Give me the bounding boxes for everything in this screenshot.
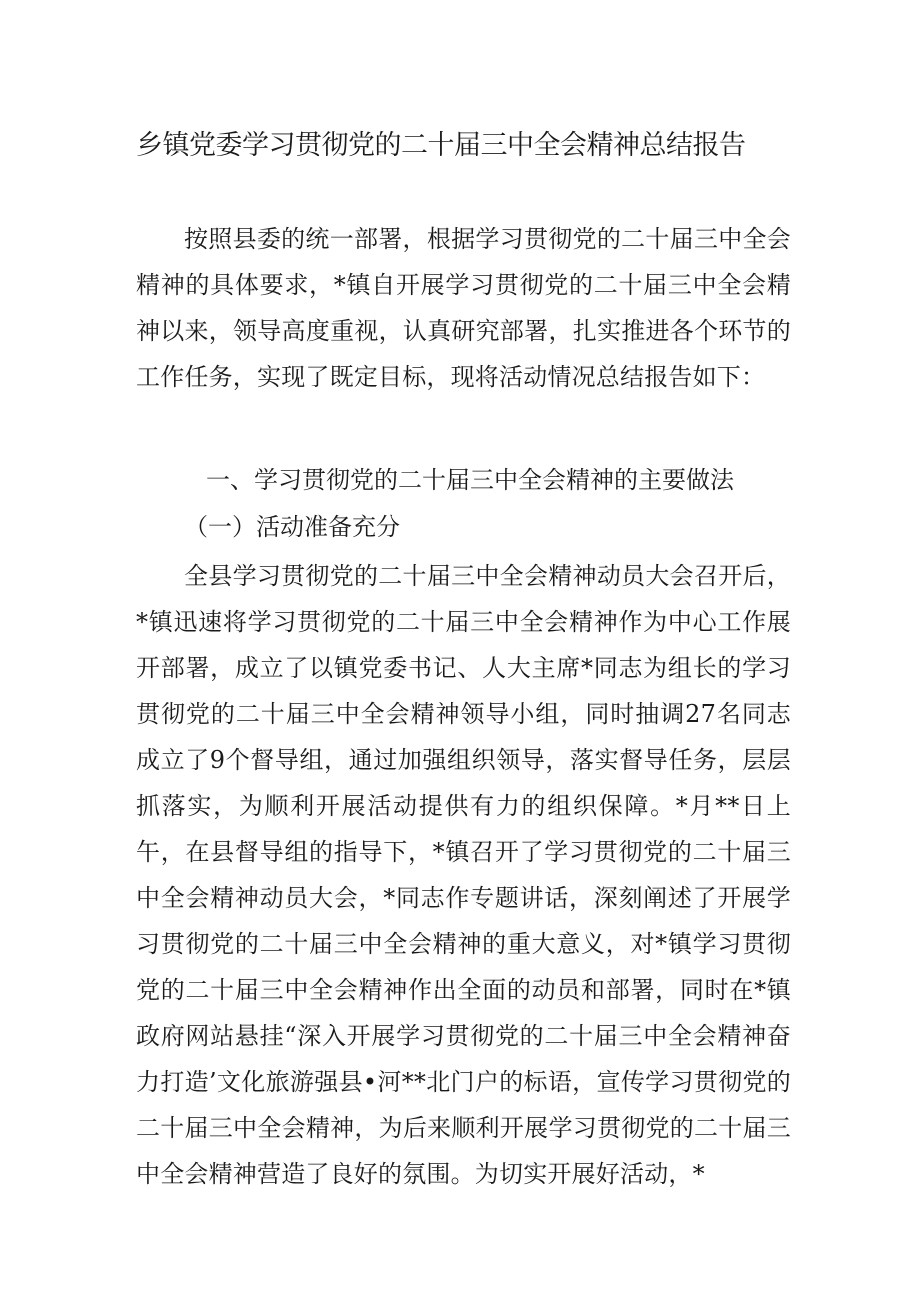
section-heading-1: 一、学习贯彻党的二十届三中全会精神的主要做法 xyxy=(206,466,734,494)
intro-paragraph: 按照县委的统一部署，根据学习贯彻党的二十届三中全会精神的具体要求，*镇自开展学习贯彻党的二十届三中全会精神以来，领导高度重视，认真研究部署，扎实推进各个环节的工作任务，实现了既定目标，现将活动情况总结报告如下： xyxy=(136,225,791,391)
subsection-heading-1: （一）活动准备充分 xyxy=(184,513,400,541)
document-title: 乡镇党委学习贯彻党的二十届三中全会精神总结报告 xyxy=(136,130,746,161)
subsection-1-paragraph: 全县学习贯彻党的二十届三中全会精神动员大会召开后，*镇迅速将学习贯彻党的二十届三中全会精神作为中心工作展开部署，成立了以镇党委书记、人大主席*同志为组长的学习贯彻党的二十届三中全会精神领导小组，同时抽调27名同志成立了9个督导组，通过加强组织领导，落实督导任务，层层抓落实，为顺利开展活动提供有力的组织保障。*月**日上午，在县督导组的指导下，*镇召开了学习贯彻党的二十届三中全会精神动员大会，*同志作专题讲话，深刻阐述了开展学习贯彻党的二十届三中全会精神的重大意义，对*镇学习贯彻党的二十届三中全会精神作出全面的动员和部署，同时在*镇政府网站悬挂“深入开展学习贯彻党的二十届三中全会精神奋力打造’文化旅游强县•河**北门户的标语，宣传学习贯彻党的二十届三中全会精神，为后来顺利开展学习贯彻党的二十届三中全会精神营造了良好的氛围。为切实开展好活动，* xyxy=(136,562,791,1188)
